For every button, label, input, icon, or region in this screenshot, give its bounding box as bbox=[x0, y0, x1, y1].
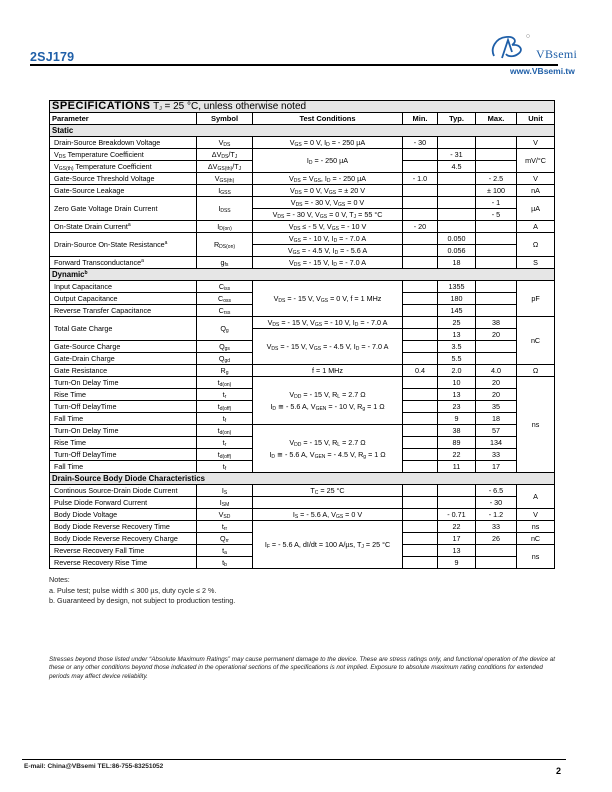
table-row: On-State Drain Current$^a$ $I_{D(on)}$ $V_{DS}$ ≤ - 5 V, $V_{GS}$ = - 10 V - 20 A bbox=[50, 221, 555, 233]
note-a: a. Pulse test; pulse width ≤ 300 µs, duty cycle ≤ 2 %. bbox=[49, 585, 217, 595]
col-symbol: Symbol bbox=[197, 113, 253, 125]
table-row: Turn-On Delay Time $t_{d(on)}$ $V_{DD}$ = - 15 V, $R_L = 2.7$ Ω $I_D$ ≅ - 5.6 A, $V_{GEN}$ = - 4.5 V, $R_g = 1$ Ω 38 57 bbox=[50, 425, 555, 437]
col-max: Max. bbox=[476, 113, 517, 125]
table-row: Turn-Off DelayTime $t_{d(off)}$ 22 33 bbox=[50, 449, 555, 461]
notes bbox=[49, 575, 235, 607]
disclaimer: Stresses beyond those listed under “Absolute Maximum Ratings” may cause permanent damage to the device. These are stress ratings only, and functional operation of the device at these or any other conditions beyond those indicated in the operational sections of the specifications is not implied. Exposure to absolute maximum rating conditions for extended periods may affect device reliability. bbox=[49, 656, 556, 680]
part-number: 2SJ179 bbox=[30, 50, 75, 64]
table-row: Forward Transconductance$^a$ $g_{fs}$ $V_{DS}$ = - 15 V, $I_D$ = - 7.0 A 18 S bbox=[50, 257, 555, 269]
table-row: Drain-Source Breakdown Voltage $V_{DS}$ $V_{GS} = 0$ V, $I_D$ = - 250 µA - 30 V bbox=[50, 137, 555, 149]
col-unit: Unit bbox=[517, 113, 555, 125]
column-header-row bbox=[50, 113, 555, 125]
table-row: Reverse Transfer Capacitance $C_{rss}$ 145 bbox=[50, 305, 555, 317]
table-row: Zero Gate Voltage Drain Current $I_{DSS}$ $V_{DS}$ = - 30 V, $V_{GS} = 0$ V - 1 µA bbox=[50, 197, 555, 209]
table-row: Gate-Source Threshold Voltage $V_{GS(th)}$ $V_{DS} = V_{GS}$, $I_D$ = - 250 µA - 1.0 - 2.5 V bbox=[50, 173, 555, 185]
table-row: Turn-Off DelayTime $t_{d(off)}$ 23 35 bbox=[50, 401, 555, 413]
table-row: Rise Time $t_r$ 13 20 bbox=[50, 389, 555, 401]
table-row: Body Diode Reverse Recovery Time $t_{rr}$ $I_F$ = - 5.6 A, dI/dt = 100 A/µs, $T_J = 25$ °C 22 33 ns bbox=[50, 521, 555, 533]
table-row: Rise Time $t_r$ 89 134 bbox=[50, 437, 555, 449]
footer-divider bbox=[22, 759, 566, 760]
note-b: b. Guaranteed by design, not subject to production testing. bbox=[49, 596, 236, 605]
header-divider bbox=[30, 64, 558, 66]
col-test-conditions: Test Conditions bbox=[253, 113, 403, 125]
brand-name: VBsemi bbox=[536, 47, 578, 61]
table-row: Body Diode Reverse Recovery Charge $Q_{rr}$ 17 26 nC bbox=[50, 533, 555, 545]
table-row: Fall Time $t_f$ 11 17 bbox=[50, 461, 555, 473]
specifications-table bbox=[49, 100, 555, 569]
table-title: SPECIFICATIONS bbox=[52, 100, 151, 112]
table-row: Gate-Drain Charge $Q_{gd}$ 5.5 bbox=[50, 353, 555, 365]
table-row: $V_{GS}$ = - 4.5 V, $I_D$ = - 5.6 A 0.056 bbox=[50, 245, 555, 257]
section-static: Static bbox=[50, 125, 555, 137]
section-body-diode: Drain-Source Body Diode Characteristics bbox=[50, 473, 555, 485]
table-row: Input Capacitance $C_{iss}$ $V_{DS}$ = - 15 V, $V_{GS} = 0$ V, f = 1 MHz 1355 pF bbox=[50, 281, 555, 293]
table-row: Reverse Recovery Fall Time $t_a$ 13 ns bbox=[50, 545, 555, 557]
table-row: $V_{DS}$ = - 15 V, $V_{GS}$ = - 4.5 V, $I_D$ = - 7.0 A 13 20 bbox=[50, 329, 555, 341]
table-row: Total Gate Charge $Q_g$ $V_{DS}$ = - 15 V, $V_{GS}$ = - 10 V, $I_D$ = - 7.0 A 25 38 nC bbox=[50, 317, 555, 329]
footer-contact: E-mail: China@VBsemi TEL:86-755-83251052 bbox=[24, 763, 164, 770]
table-row: Gate-Source Charge $Q_{gs}$ 3.5 bbox=[50, 341, 555, 353]
table-row: Continous Source-Drain Diode Current $I_S$ $T_C = 25$ °C - 6.5 A bbox=[50, 485, 555, 497]
col-parameter: Parameter bbox=[50, 113, 197, 125]
table-title-condition: = 25 °C, unless otherwise noted bbox=[161, 101, 307, 112]
table-row: Pulse Diode Forward Current $I_{SM}$ - 30 bbox=[50, 497, 555, 509]
table-row: $V_{GS(th)}$ Temperature Coefficient $\Delta V_{GS(th)}/T_J$ 4.5 bbox=[50, 161, 555, 173]
table-row: Body Diode Voltage $V_{SD}$ $I_S$ = - 5.6 A, $V_{GS} = 0$ V - 0.71 - 1.2 V bbox=[50, 509, 555, 521]
section-dynamic: Dynamic$^b$ bbox=[50, 269, 555, 281]
table-row: $V_{DS}$ Temperature Coefficient $\Delta V_{DS}/T_J$ $I_D$ = - 250 µA - 31 mV/°C bbox=[50, 149, 555, 161]
col-typ: Typ. bbox=[438, 113, 476, 125]
page-number: 2 bbox=[556, 766, 562, 776]
table-row: $V_{DS}$ = - 30 V, $V_{GS} = 0$ V, $T_J = 55$ °C - 5 bbox=[50, 209, 555, 221]
table-row: Drain-Source On-State Resistance$^a$ $R_{DS(on)}$ $V_{GS}$ = - 10 V, $I_D$ = - 7.0 A 0.050 Ω bbox=[50, 233, 555, 245]
notes-heading: Notes: bbox=[49, 575, 70, 584]
table-row: Gate-Source Leakage $I_{GSS}$ $V_{DS} = 0$ V, $V_{GS}$ = ± 20 V ± 100 nA bbox=[50, 185, 555, 197]
table-row: Gate Resistance $R_g$ f = 1 MHz 0.4 2.0 4.0 Ω bbox=[50, 365, 555, 377]
col-min: Min. bbox=[403, 113, 438, 125]
table-title-row: SPECIFICATIONS $T_J = 25$ °C, unless otherwise noted bbox=[50, 101, 555, 113]
table-row: Turn-On Delay Time $t_{d(on)}$ $V_{DD}$ = - 15 V, $R_L = 2.7$ Ω $I_D$ ≅ - 5.6 A, $V_{GEN}$ = - 10 V, $R_g = 1$ Ω 10 20 ns bbox=[50, 377, 555, 389]
table-row: Output Capacitance $C_{oss}$ 180 bbox=[50, 293, 555, 305]
website-link[interactable]: www.VBsemi.tw bbox=[510, 66, 575, 76]
table-row: Reverse Recovery Rise Time $t_b$ 9 bbox=[50, 557, 555, 569]
table-row: Fall Time $t_f$ 9 18 bbox=[50, 413, 555, 425]
